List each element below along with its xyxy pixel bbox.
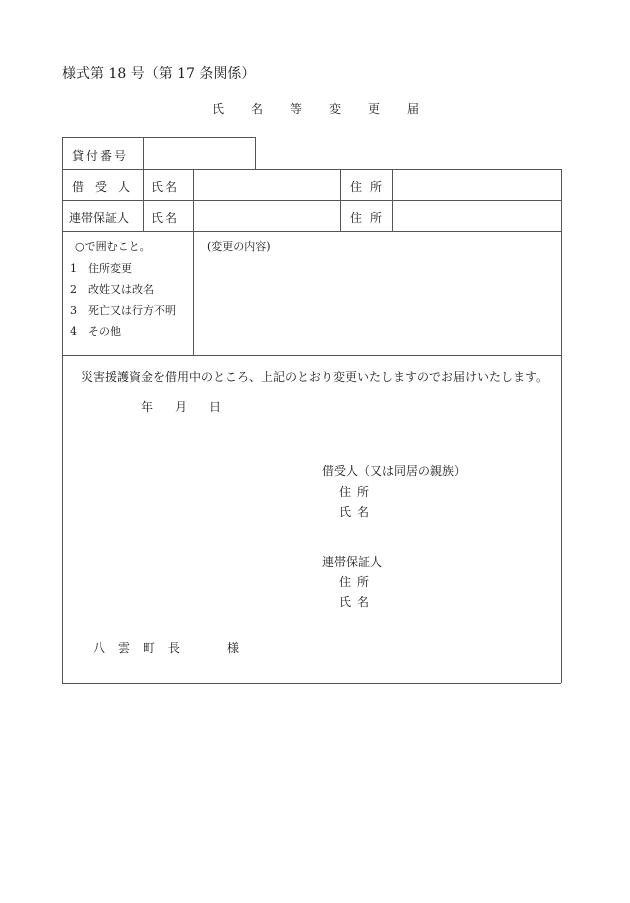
change-details-field[interactable] (196, 256, 558, 352)
loan-number-field[interactable] (146, 140, 252, 166)
borrower-name-label: 氏名 (151, 180, 180, 194)
addressee-honorific: 様 (227, 641, 240, 655)
date-month-label: 月 (175, 400, 188, 414)
borrower-sign-address-label: 住所 (339, 485, 376, 499)
document-title: 氏名等変更届 (212, 102, 447, 116)
option-address-change[interactable]: 1 住所変更 (70, 262, 132, 275)
borrower-label: 借受人 (72, 180, 142, 194)
guarantor-label: 連帯保証人 (69, 211, 130, 225)
date-day-label: 日 (209, 400, 222, 414)
guarantor-name-label: 氏名 (151, 211, 180, 225)
statement-text: 災害援護資金を借用中のところ、上記のとおり変更いたしますのでお届けいたします。 (81, 370, 549, 384)
guarantor-sign-heading: 連帯保証人 (322, 555, 383, 569)
guarantor-sign-name-label: 氏名 (339, 595, 376, 609)
borrower-name-field[interactable] (196, 171, 338, 198)
guarantor-sign-address-label: 住所 (339, 575, 376, 589)
option-name-change[interactable]: 2 改姓又は改名 (70, 283, 154, 296)
form-reference: 様式第 18 号（第 17 条関係） (62, 66, 256, 82)
change-details-label: (変更の内容) (207, 240, 271, 253)
borrower-address-field[interactable] (395, 171, 559, 198)
addressee-town: 八雲町長 (93, 641, 194, 655)
option-death-missing[interactable]: 3 死亡又は行方不明 (70, 304, 176, 317)
guarantor-address-label: 住所 (350, 211, 391, 225)
guarantor-name-field[interactable] (196, 202, 338, 229)
circle-instruction: ○で囲むこと。 (75, 240, 151, 253)
loan-number-label: 貸付番号 (72, 149, 129, 163)
borrower-sign-heading: 借受人（又は同居の親族） (322, 464, 467, 478)
borrower-sign-name-label: 氏名 (339, 505, 376, 519)
guarantor-address-field[interactable] (395, 202, 559, 229)
date-year-label: 年 (141, 400, 154, 414)
option-other[interactable]: 4 その他 (70, 325, 121, 338)
borrower-address-label: 住所 (350, 180, 391, 194)
